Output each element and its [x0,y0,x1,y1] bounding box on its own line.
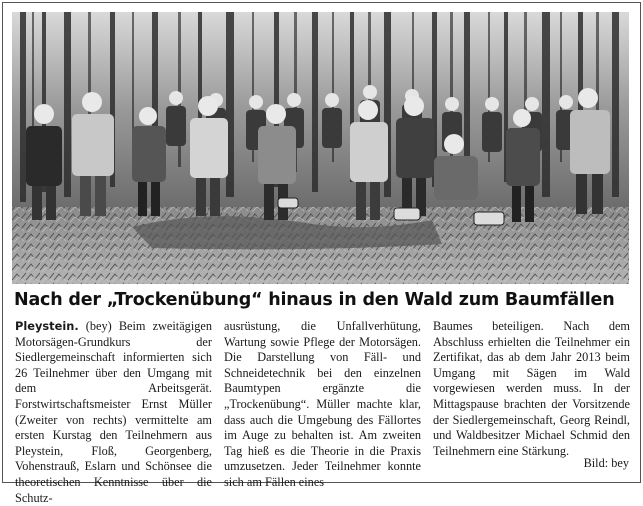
dateline-place: Pleystein. [15,319,79,333]
article-headline: Nach der „Trockenübung“ hinaus in den Wald zum Baumfällen [14,290,615,310]
article-column-2: ausrüstung, die Unfallverhütung, Wartung sowie Pflege der Motorsägen. Die Darstellung von Fäll- und Schneidetechnik bei den einzelnen Baumtypen ergänzte die „Trockenübung“. Müller machte klar, dass auch die Umgebung des Fällortes im Auge zu behalten ist. Am zweiten Tag hieß es die Theorie in die Praxis umzusetzen. Jeder Teilnehmer konnte sich am Fällen eines [224,319,421,489]
article-column-3: Baumes beteiligen. Nach dem Abschluss erhielten die Teilnehmer ein Zertifikat, das ab dem Jahr 2013 beim Umgang mit Sägen im Wald vorgewiesen werden muss. In der Mittagspause brachten der Vorsitzende der Siedlergemeinschaft, Georg Reindl, und Waldbesitzer Michael Schmid den Teilnehmern eine Stärkung. [433,319,630,458]
column-1-text: (bey) Beim zweitägigen Motorsägen-Grundkurs der Siedlergemeinschaft informierten sich 26 Teilnehmer über den Umgang mit dem Arbeitsgerät. Forstwirtschaftsmeister Ernst Müller (Zweiter von rechts) vermittelte am ersten Kurstag den Teilnehmern aus Pleystein, Floß, Georgenberg, Vohenstrauß, Eslarn und Schönsee die theoretischen Kenntnisse über die Schutz- [15,319,212,505]
article-body [15,319,630,505]
photo-credit: Bild: bey [583,456,629,470]
article-column-1 [15,319,212,506]
group-photo [12,12,629,284]
